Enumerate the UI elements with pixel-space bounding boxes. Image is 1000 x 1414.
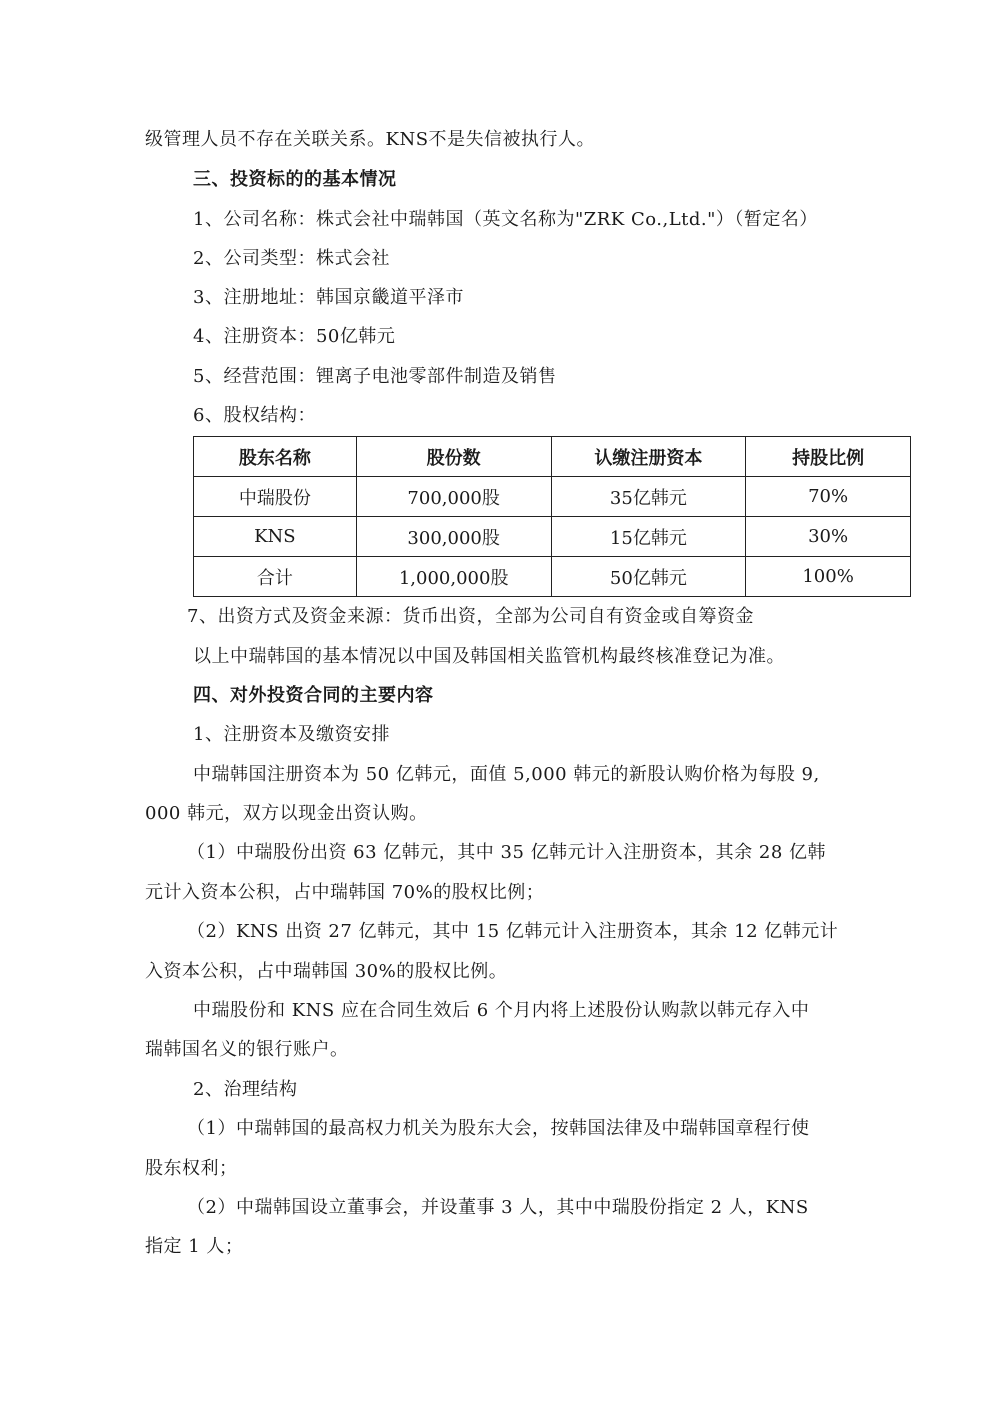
cell-capital: 50亿韩元 (551, 557, 746, 597)
cell-ownership: 30% (746, 517, 911, 557)
paragraph-line: 指定 1 人； (145, 1236, 244, 1257)
header-shareholder: 股东名称 (194, 437, 357, 477)
table-row (194, 477, 911, 517)
equity-table (193, 436, 911, 597)
item-business-scope: 5、经营范围：锂离子电池零部件制造及销售 (193, 366, 557, 387)
item-company-name: 1、公司名称：株式会社中瑞韩国（英文名称为"ZRK Co.,Ltd."）（暂定名） (193, 209, 818, 230)
item-company-type: 2、公司类型：株式会社 (193, 248, 390, 269)
paragraph-line: （1）中瑞股份出资 63 亿韩元，其中 35 亿韩元计入注册资本，其余 28 亿韩 (187, 842, 826, 863)
cell-shares: 700,000股 (356, 477, 551, 517)
cell-ownership: 100% (746, 557, 911, 597)
table-row (194, 517, 911, 557)
paragraph-line: 中瑞股份和 KNS 应在合同生效后 6 个月内将上述股份认购款以韩元存入中 (193, 1000, 810, 1021)
cell-shareholder: KNS (194, 517, 357, 557)
cell-shareholder: 合计 (194, 557, 357, 597)
cell-shares: 300,000股 (356, 517, 551, 557)
section-heading-3: 三、投资标的的基本情况 (193, 169, 397, 190)
header-subscribed-capital: 认缴注册资本 (551, 437, 746, 477)
table-header-row (194, 437, 911, 477)
paragraph-line: 元计入资本公积，占中瑞韩国 70%的股权比例； (145, 882, 545, 903)
paragraph-line: （2）中瑞韩国设立董事会，并设董事 3 人，其中中瑞股份指定 2 人，KNS (187, 1197, 809, 1218)
subheading-governance: 2、治理结构 (193, 1079, 298, 1100)
item-registered-address: 3、注册地址：韩国京畿道平泽市 (193, 287, 464, 308)
paragraph-line: 中瑞韩国注册资本为 50 亿韩元，面值 5,000 韩元的新股认购价格为每股 9, (193, 764, 820, 785)
paragraph-line: 000 韩元，双方以现金出资认购。 (145, 803, 428, 824)
cell-capital: 15亿韩元 (551, 517, 746, 557)
subheading-capital: 1、注册资本及缴资安排 (193, 724, 390, 745)
cell-capital: 35亿韩元 (551, 477, 746, 517)
paragraph-note: 以上中瑞韩国的基本情况以中国及韩国相关监管机构最终核准登记为准。 (193, 646, 785, 667)
cell-shares: 1,000,000股 (356, 557, 551, 597)
header-shares: 股份数 (356, 437, 551, 477)
item-funding-source: 7、出资方式及资金来源：货币出资，全部为公司自有资金或自筹资金 (187, 606, 754, 627)
paragraph-line: 股东权利； (145, 1158, 238, 1179)
paragraph-line: 入资本公积，占中瑞韩国 30%的股权比例。 (145, 961, 508, 982)
paragraph-line: （2）KNS 出资 27 亿韩元，其中 15 亿韩元计入注册资本，其余 12 亿韩元计 (187, 921, 839, 942)
section-heading-4: 四、对外投资合同的主要内容 (193, 685, 434, 706)
paragraph-line: 瑞韩国名义的银行账户。 (145, 1039, 349, 1060)
paragraph-intro-end: 级管理人员不存在关联关系。KNS不是失信被执行人。 (145, 129, 596, 150)
header-ownership: 持股比例 (746, 437, 911, 477)
cell-shareholder: 中瑞股份 (194, 477, 357, 517)
paragraph-line: （1）中瑞韩国的最高权力机关为股东大会，按韩国法律及中瑞韩国章程行使 (187, 1118, 810, 1139)
cell-ownership: 70% (746, 477, 911, 517)
item-equity-structure: 6、股权结构： (193, 405, 316, 426)
item-registered-capital: 4、注册资本：50亿韩元 (193, 326, 396, 347)
table-row-total (194, 557, 911, 597)
